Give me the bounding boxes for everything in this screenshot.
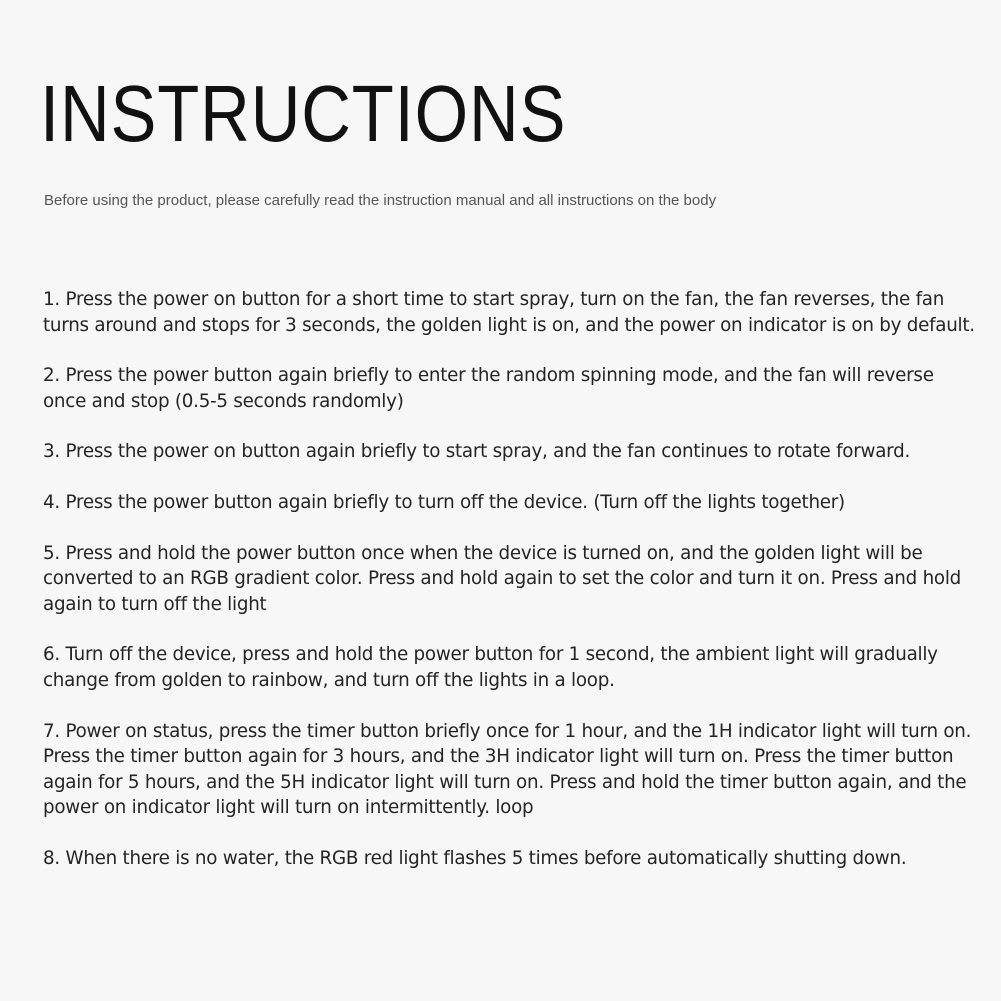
instruction-step-1: 1. Press the power on button for a short time to start spray, turn on the fan, the fan reverses, the fan turns around and stops for 3 seconds, the golden light is on, and the power on indicator is on by default. (43, 289, 975, 336)
instruction-step-3: 3. Press the power on button again briefly to start spray, and the fan continues to rotate forward. (43, 441, 911, 463)
page-subtitle: Before using the product, please carefully read the instruction manual and all instructions on the body (44, 192, 717, 209)
instruction-step-2: 2. Press the power button again briefly to enter the random spinning mode, and the fan will reverse once and stop (0.5-5 seconds randomly) (43, 365, 934, 412)
instruction-step-7: 7. Power on status, press the timer button briefly once for 1 hour, and the 1H indicator light will turn on. Press the timer button again for 3 hours, and the 3H indicator light will turn on. Press the timer button again for 5 hours, and the 5H indicator light will turn on. Press and hold the timer button again, and the power on indicator light will turn on intermittently. loop (43, 720, 972, 819)
page-title: INSTRUCTIONS (40, 69, 567, 158)
instruction-step-6: 6. Turn off the device, press and hold the power button for 1 second, the ambient light will gradually change from golden to rainbow, and turn off the lights in a loop. (43, 644, 938, 691)
instruction-steps (43, 287, 978, 897)
instruction-step-8: 8. When there is no water, the RGB red light flashes 5 times before automatically shutting down. (43, 847, 907, 869)
instruction-step-4: 4. Press the power button again briefly to turn off the device. (Turn off the lights together) (43, 491, 845, 513)
instruction-step-5: 5. Press and hold the power button once when the device is turned on, and the golden light will be converted to an RGB gradient color. Press and hold again to set the color and turn it on. Press and hold again to turn off the light (43, 542, 962, 615)
